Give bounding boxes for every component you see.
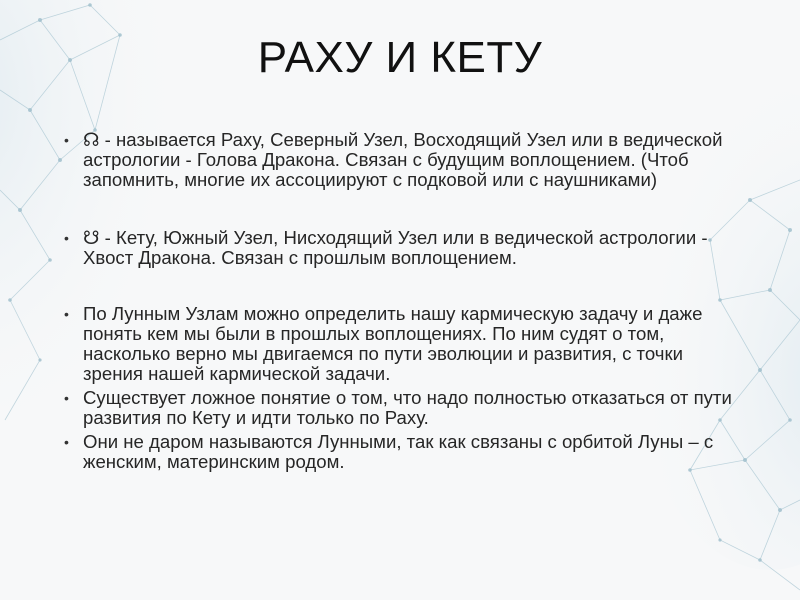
bullet-text: ☊ - называется Раху, Северный Узел, Восходящий Узел или в ведической астрологии - Голова Дракона. Связан с будущим воплощением. (Чтоб запомнить, многие их ассоциируют с подковой или с наушниками) [83, 129, 723, 190]
bullet-text: Они не даром называются Лунными, так как связаны с орбитой Луны – с женским, материнским родом. [83, 431, 714, 472]
bullet-marker: • [64, 434, 69, 450]
bullet-marker: • [64, 132, 69, 148]
bullet-marker: • [64, 306, 69, 322]
bullet-lunar [64, 432, 744, 472]
bullet-text: ☋ - Кету, Южный Узел, Нисходящий Узел или в ведической астрологии - Хвост Дракона. Связан с прошлым воплощением. [83, 227, 708, 268]
bullet-text: По Лунным Узлам можно определить нашу кармическую задачу и даже понять кем мы были в прошлых воплощениях. По ним судят о том, насколько верно мы двигаемся по пути эволюции и развития, с точки зрения нашей кармической задачи. [83, 303, 703, 384]
bullet-list [64, 130, 744, 472]
slide-title: РАХУ И КЕТУ [257, 33, 543, 82]
bullet-false-notion [64, 388, 744, 428]
bullet-karmic-task [64, 304, 744, 384]
bullet-marker: • [64, 230, 69, 246]
bullet-ketu [64, 228, 744, 268]
bullet-rahu [64, 130, 744, 190]
bullet-text: Существует ложное понятие о том, что надо полностью отказаться от пути развития по Кету и идти только по Раху. [83, 387, 732, 428]
bullet-marker: • [64, 390, 69, 406]
